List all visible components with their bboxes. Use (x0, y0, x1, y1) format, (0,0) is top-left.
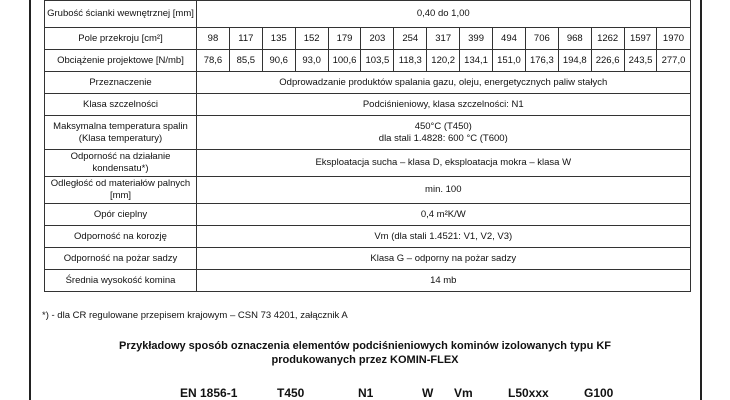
table-cell: 117 (229, 28, 262, 50)
table-cell: 226,6 (591, 50, 624, 72)
table-cell: 85,5 (229, 50, 262, 72)
example-title-line: Przykładowy sposób oznaczenia elementów podciśnieniowych kominów izolowanych typu KF (118, 340, 612, 352)
designation-code: N1 (358, 386, 374, 400)
table-cell: 179 (328, 28, 361, 50)
row-value: Vm (dla stali 1.4521: V1, V2, V3) (197, 226, 691, 248)
row-value: 14 mb (197, 270, 691, 292)
row-value: Klasa G – odporny na pożar sadzy (197, 248, 691, 270)
table-row-design-load (45, 50, 691, 72)
table-cell: 494 (493, 28, 526, 50)
table-cell: 152 (295, 28, 328, 50)
table-row (45, 94, 691, 116)
row-value (197, 116, 691, 150)
table-cell: 78,6 (197, 50, 230, 72)
row-label: Odporność na pożar sadzy (45, 248, 197, 270)
row-value: min. 100 (197, 177, 691, 204)
row-label: Odległość od materiałów palnych [mm] (45, 177, 197, 204)
table-cell: 176,3 (525, 50, 558, 72)
table-cell: 1597 (624, 28, 657, 50)
designation-code: G100 (584, 386, 614, 400)
table-cell: 254 (394, 28, 427, 50)
table-cell: 1970 (657, 28, 690, 50)
row-label: Pole przekroju [cm²] (45, 28, 197, 50)
footnote: *) - dla CR regulowane przepisem krajowym – CSN 73 4201, załącznik A (42, 310, 348, 321)
designation-code: Vm (454, 386, 473, 400)
table-row (45, 226, 691, 248)
row-value: Eksploatacja sucha – klasa D, eksploatacja mokra – klasa W (197, 150, 691, 177)
row-value: 0,40 do 1,00 (197, 1, 691, 28)
table-row (45, 248, 691, 270)
row-label: Średnia wysokość komina (45, 270, 197, 292)
table-row (45, 270, 691, 292)
table-cell: 93,0 (295, 50, 328, 72)
table-cell: 317 (427, 28, 460, 50)
row-label: Grubość ścianki wewnętrznej [mm] (45, 1, 197, 28)
table-cell: 98 (197, 28, 230, 50)
table-cell: 134,1 (460, 50, 493, 72)
row-value: 0,4 m²K/W (197, 204, 691, 226)
table-cell: 135 (262, 28, 295, 50)
example-title (0, 339, 730, 367)
designation-code: EN 1856-1 (180, 386, 238, 400)
table-row (45, 116, 691, 150)
table-cell: 968 (558, 28, 591, 50)
row-label: Odporność na korozję (45, 226, 197, 248)
row-label: Maksymalna temperatura spalin (Klasa temperatury) (45, 116, 197, 150)
value-line: dla stali 1.4828: 600 °C (T600) (378, 132, 508, 144)
table-cell: 100,6 (328, 50, 361, 72)
row-label: Klasa szczelności (45, 94, 197, 116)
table-cell: 243,5 (624, 50, 657, 72)
table-row (45, 1, 691, 28)
table-cell: 194,8 (558, 50, 591, 72)
designation-code: L50xxx (508, 386, 549, 400)
example-title-line: produkowanych przez KOMIN-FLEX (271, 354, 459, 366)
table-cell: 1262 (591, 28, 624, 50)
designation-code: W (422, 386, 434, 400)
specification-table (44, 0, 691, 292)
row-value: Odprowadzanie produktów spalania gazu, oleju, energetycznych paliw stałych (197, 72, 691, 94)
row-label: Opór cieplny (45, 204, 197, 226)
table-cell: 118,3 (394, 50, 427, 72)
designation-code: T450 (277, 386, 305, 400)
table-cell: 120,2 (427, 50, 460, 72)
designation-code-row (0, 386, 730, 400)
row-value: Podciśnieniowy, klasa szczelności: N1 (197, 94, 691, 116)
row-label: Przeznaczenie (45, 72, 197, 94)
table-cell: 151,0 (493, 50, 526, 72)
table-row (45, 150, 691, 177)
row-label: Obciążenie projektowe [N/mb] (45, 50, 197, 72)
table-cell: 399 (460, 28, 493, 50)
table-cell: 277,0 (657, 50, 690, 72)
table-cell: 103,5 (361, 50, 394, 72)
row-label: Odporność na działanie kondensatu*) (45, 150, 197, 177)
table-cell: 90,6 (262, 50, 295, 72)
table-cell: 706 (525, 28, 558, 50)
table-row (45, 177, 691, 204)
table-row-cross-section (45, 28, 691, 50)
table-row (45, 204, 691, 226)
table-row (45, 72, 691, 94)
table-cell: 203 (361, 28, 394, 50)
value-line: 450°C (T450) (414, 120, 472, 132)
